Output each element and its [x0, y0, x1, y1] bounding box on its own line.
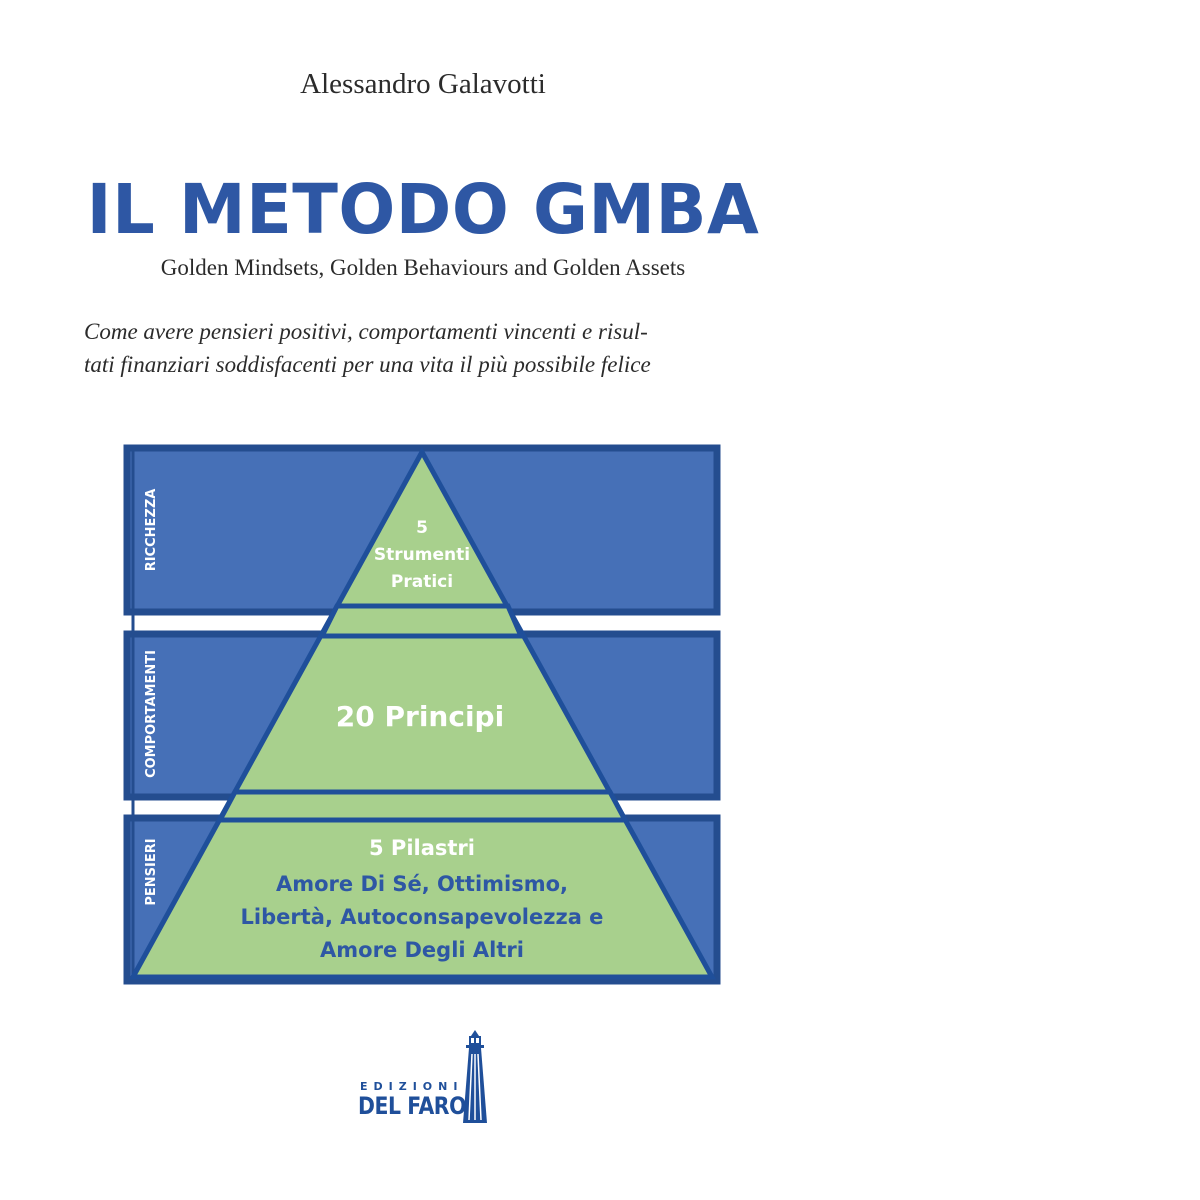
- book-subtitle: Golden Mindsets, Golden Behaviours and Golden Assets: [160, 255, 686, 280]
- bottom-tier-line-2: Libertà, Autoconsapevolezza e: [240, 905, 604, 929]
- band-label-comportamenti: COMPORTAMENTI: [144, 650, 159, 778]
- middle-tier-label: 20 Principi: [335, 700, 505, 733]
- top-tier-line-2: Strumenti: [373, 545, 471, 565]
- tagline-line-2: tati finanziari soddisfacenti per una vita il più possibile felice: [84, 352, 651, 377]
- bottom-tier-line-3: Amore Degli Altri: [320, 938, 524, 962]
- bottom-tier-line-1: Amore Di Sé, Ottimismo,: [275, 872, 569, 896]
- tagline-line-1: Come avere pensieri positivi, comportamenti vincenti e risul-: [84, 319, 648, 344]
- band-label-ricchezza: RICCHEZZA: [144, 488, 159, 572]
- bottom-tier-heading: 5 Pilastri: [369, 836, 475, 860]
- author-name: Alessandro Galavotti: [300, 68, 546, 100]
- publisher-name-small: EDIZIONI: [360, 1080, 464, 1093]
- book-title: IL METODO GMBA: [86, 170, 760, 250]
- top-tier-line-1: 5: [416, 518, 428, 538]
- top-tier-line-3: Pratici: [390, 572, 454, 592]
- band-label-pensieri: PENSIERI: [144, 838, 159, 906]
- publisher-logo: [355, 1030, 495, 1130]
- publisher-name-big: DEL FARO: [358, 1092, 467, 1120]
